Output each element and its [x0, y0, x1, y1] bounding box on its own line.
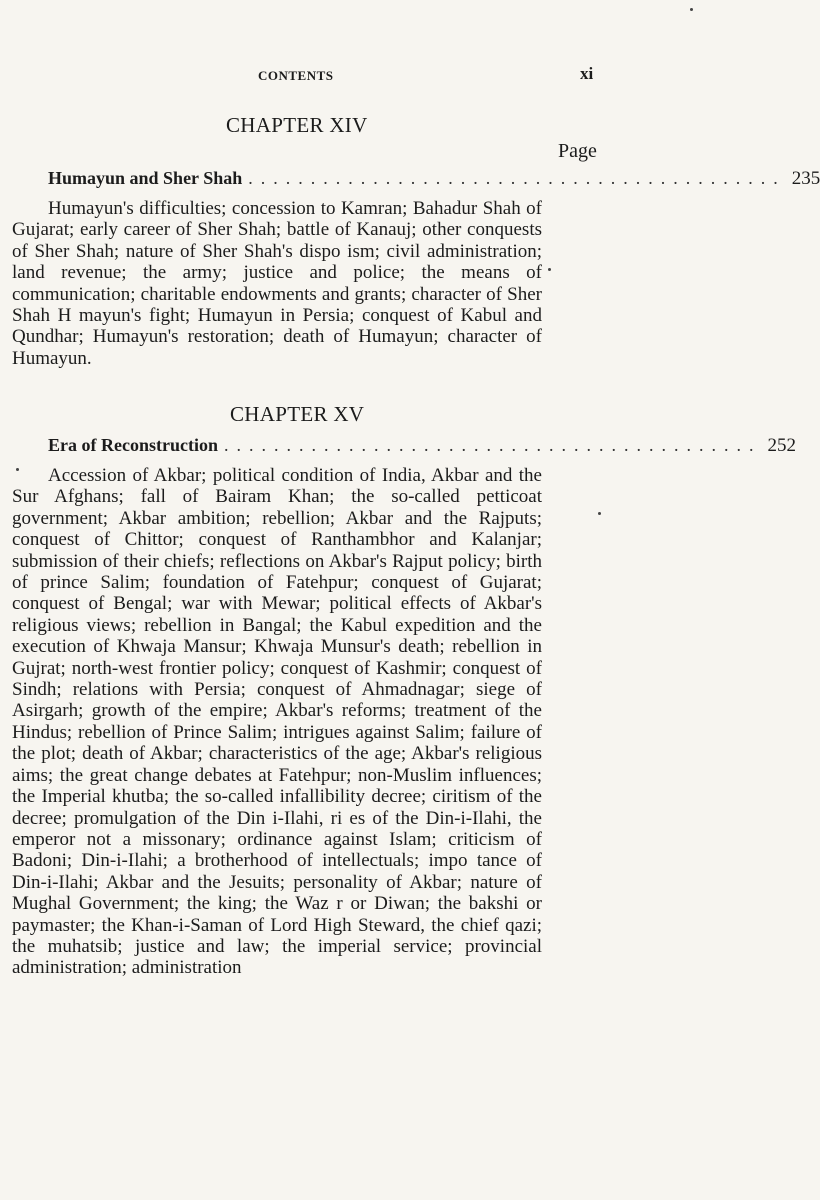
chapter-14-section-title: Humayun and Sher Shah: [48, 168, 243, 188]
chapter-15-summary: Accession of Akbar; political condition of India, Akbar and the Sur Afghans; fall of Bairam Khan; the so-called petticoat government; Akbar ambition; rebellion; Akbar and the Rajputs; conquest of Chittor; conquest of Ranthambhor and Kalanjar; submission of their chiefs; reflections on Akbar's Rajput policy; birth of prince Salim; foundation of Fatehpur; conquest of Gujarat; conquest of Bengal; war with Mewar; political effects of Akbar's religious views; rebellion in Bangal; the Kabul expedition and the execution of Khwaja Mansur; Khwaja Munsur's death; rebellion in Gujrat; north-west frontier policy; conquest of Kashmir; conquest of Sindh; relations with Persia; conquest of Ahmadnagar; siege of Asirgarh; growth of the empire; Akbar's reforms; treatment of the Hindus; rebellion of Prince Salim; intrigues against Salim; failure of the plot; death of Akbar; characteristics of the age; Akbar's religious aims; the great change debates at Fatehpur; non-Muslim influences; the Imperial khutba; the so-called infallibility decree; ciritism of the decree; promulgation of the Din i-Ilahi, ri es of the Din-i-Ilahi, the emperor not a missonary; ordinance against Islam; criticism of Badoni; Din-i-Ilahi; a brotherhood of intellectuals; impo tance of Din-i-Ilahi; Akbar and the Jesuits; personality of Akbar; nature of Mughal Government; the king; the Waz r or Diwan; the bakshi or paymaster; the Khan-i-Saman of Lord High Steward, the chief qazi; the muhatsib; justice and law; the imperial service; provincial administration; administration: [12, 465, 542, 979]
running-title: CONTENTS: [258, 68, 334, 83]
chapter-14-heading: CHAPTER XIV: [226, 113, 368, 137]
page-column-label: Page: [558, 140, 597, 162]
print-speck: [16, 468, 19, 471]
print-speck: [598, 512, 601, 515]
leader-dots: ...........................................: [248, 168, 786, 188]
leader-dots: ...........................................: [223, 435, 762, 455]
chapter-14-summary: Humayun's difficulties; concession to Kamran; Bahadur Shah of Gujarat; early career of Sher Shah; battle of Kanauj; other conquests of Sher Shah; nature of Sher Shah's dispo ism; civil administration; land revenue; the army; justice and police; the means of communication; charitable endowments and grants; character of Sher Shah H mayun's fight; Humayun in Persia; conquest of Kabul and Qundhar; Humayun's restoration; death of Humayun; character of Humayun.: [12, 198, 542, 369]
chapter-15-heading: CHAPTER XV: [230, 402, 365, 426]
chapter-14-section-entry: [48, 168, 820, 190]
chapter-15-section-title: Era of Reconstruction: [48, 435, 218, 455]
chapter-14-section-page: 235: [791, 168, 820, 189]
page-number: xi: [580, 64, 594, 83]
chapter-15-section-page: 252: [767, 435, 796, 456]
chapter-15-section-entry: [48, 435, 796, 457]
print-speck: [690, 8, 693, 11]
print-speck: [548, 268, 551, 271]
